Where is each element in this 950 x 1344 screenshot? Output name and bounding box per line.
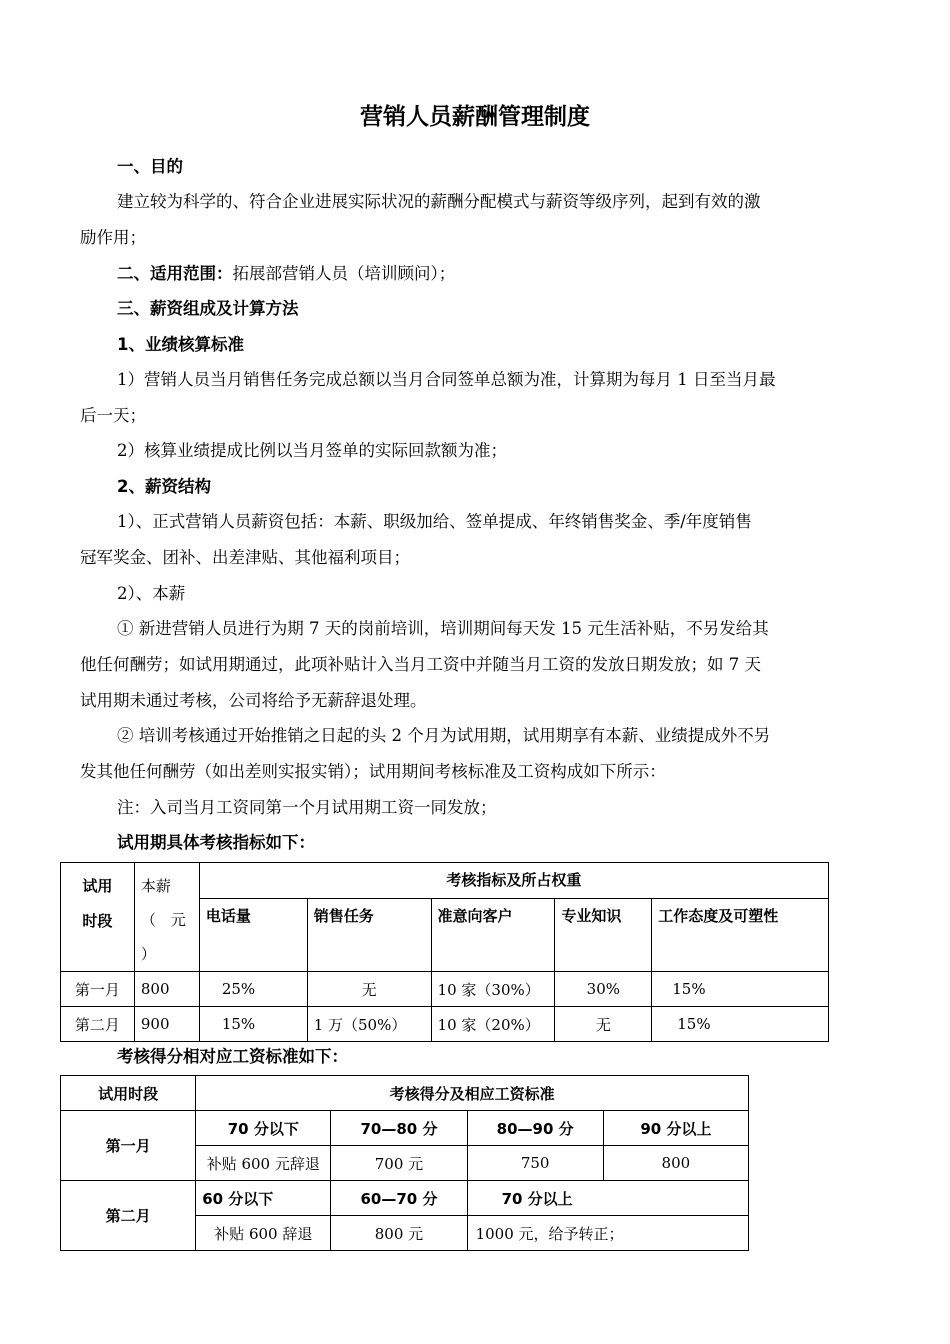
header-period-line1: 试用 [82,877,113,895]
paragraph-line: ② 培训考核通过开始推销之日起的头 2 个月为试用期，试用期享有本薪、业绩提成外不另 [117,726,771,745]
section-scope-label: 二、适用范围： [117,264,233,283]
paragraph-line: 他任何酬劳；如试用期通过，此项补贴计入当月工资中并随当月工资的发放日期发放；如 7 天 [80,655,761,674]
row1-cell: 25% [199,972,307,1007]
month1-range: 90 分以上 [603,1111,748,1146]
row1-cell: 无 [307,972,431,1007]
header-base-line1: 本薪 [140,877,171,895]
trial-indicator-table [60,862,829,1042]
row1-cell: 15% [652,972,829,1007]
header-score-standard: 考核得分及相应工资标准 [196,1076,749,1111]
header-weights: 考核指标及所占权重 [199,863,828,899]
paragraph-line: 冠军奖金、团补、出差津贴、其他福利项目； [80,548,410,567]
row1-cell: 30% [555,972,652,1007]
subsection-performance: 1、业绩核算标准 [117,335,244,354]
month2-value: 补贴 600 辞退 [196,1216,331,1251]
subsection-structure: 2、薪资结构 [117,477,211,496]
table1-caption: 试用期具体考核指标如下： [117,833,315,852]
paragraph-line: 发其他任何酬劳（如出差则实报实销）；试用期间考核标准及工资构成如下所示： [80,762,666,781]
row1-cell: 10 家（30%） [431,972,555,1007]
col-sales-task: 销售任务 [307,898,431,971]
section-purpose: 一、目的 [117,157,183,176]
header-period [61,863,135,972]
header-base-line3: ） [140,945,156,963]
month2-label: 第二月 [61,1181,196,1251]
section-scope-text: 拓展部营销人员（培训顾问）； [232,264,456,283]
month1-value: 800 [603,1146,748,1181]
row2-cell: 15% [652,1007,829,1042]
header-base-line2: （ 元 [140,911,186,929]
note-line: 注：入司当月工资同第一个月试用期工资一同发放； [117,798,497,817]
month1-range: 80—90 分 [467,1111,603,1146]
col-prospects: 准意向客户 [431,898,555,971]
paragraph-line: ① 新进营销人员进行为期 7 天的岗前培训，培训期间每天发 15 元生活补贴，不另发给其 [117,619,769,638]
row1-period: 第一月 [61,972,135,1007]
month2-range: 60 分以下 [196,1181,331,1216]
col-calls: 电话量 [199,898,307,971]
section-scope [117,260,875,284]
row2-cell: 10 家（20%） [431,1007,555,1042]
table2-caption: 考核得分相对应工资标准如下： [117,1047,348,1066]
paragraph-line: 试用期未通过考核，公司将给予无薪辞退处理。 [80,691,427,710]
row2-base: 900 [134,1007,199,1042]
month1-label: 第一月 [61,1111,196,1181]
document-title: 营销人员薪酬管理制度 [360,104,590,130]
row1-base: 800 [134,972,199,1007]
section-salary: 三、薪资组成及计算方法 [117,299,299,318]
month1-value: 750 [467,1146,603,1181]
header-period: 试用时段 [61,1076,196,1111]
col-attitude: 工作态度及可塑性 [652,898,829,971]
score-salary-table [60,1075,749,1251]
month1-range: 70—80 分 [331,1111,467,1146]
header-period-line2: 时段 [82,912,113,930]
paragraph-line: 1）、正式营销人员薪资包括：本薪、职级加给、签单提成、年终销售奖金、季/年度销售 [117,512,752,531]
month1-range: 70 分以下 [196,1111,331,1146]
row2-cell: 无 [555,1007,652,1042]
row2-period: 第二月 [61,1007,135,1042]
paragraph-line: 2）、本薪 [117,584,186,603]
month1-value: 700 元 [331,1146,467,1181]
month2-value: 800 元 [331,1216,467,1251]
paragraph-line: 1）营销人员当月销售任务完成总额以当月合同签单总额为准，计算期为每月 1 日至当月最 [117,370,776,389]
paragraph-line: 后一天； [80,406,146,425]
paragraph-line: 2）核算业绩提成比例以当月签单的实际回款额为准； [117,441,507,460]
col-knowledge: 专业知识 [555,898,652,971]
paragraph-line: 建立较为科学的、符合企业进展实际状况的薪酬分配模式与薪资等级序列，起到有效的激 [117,192,761,211]
month1-value: 补贴 600 元辞退 [196,1146,331,1181]
row2-cell: 1 万（50%） [307,1007,431,1042]
header-base [134,863,199,972]
month2-value: 1000 元，给予转正； [467,1216,748,1251]
month2-range: 60—70 分 [331,1181,467,1216]
month2-range: 70 分以上 [467,1181,748,1216]
row2-cell: 15% [199,1007,307,1042]
paragraph-line: 励作用； [80,228,146,247]
